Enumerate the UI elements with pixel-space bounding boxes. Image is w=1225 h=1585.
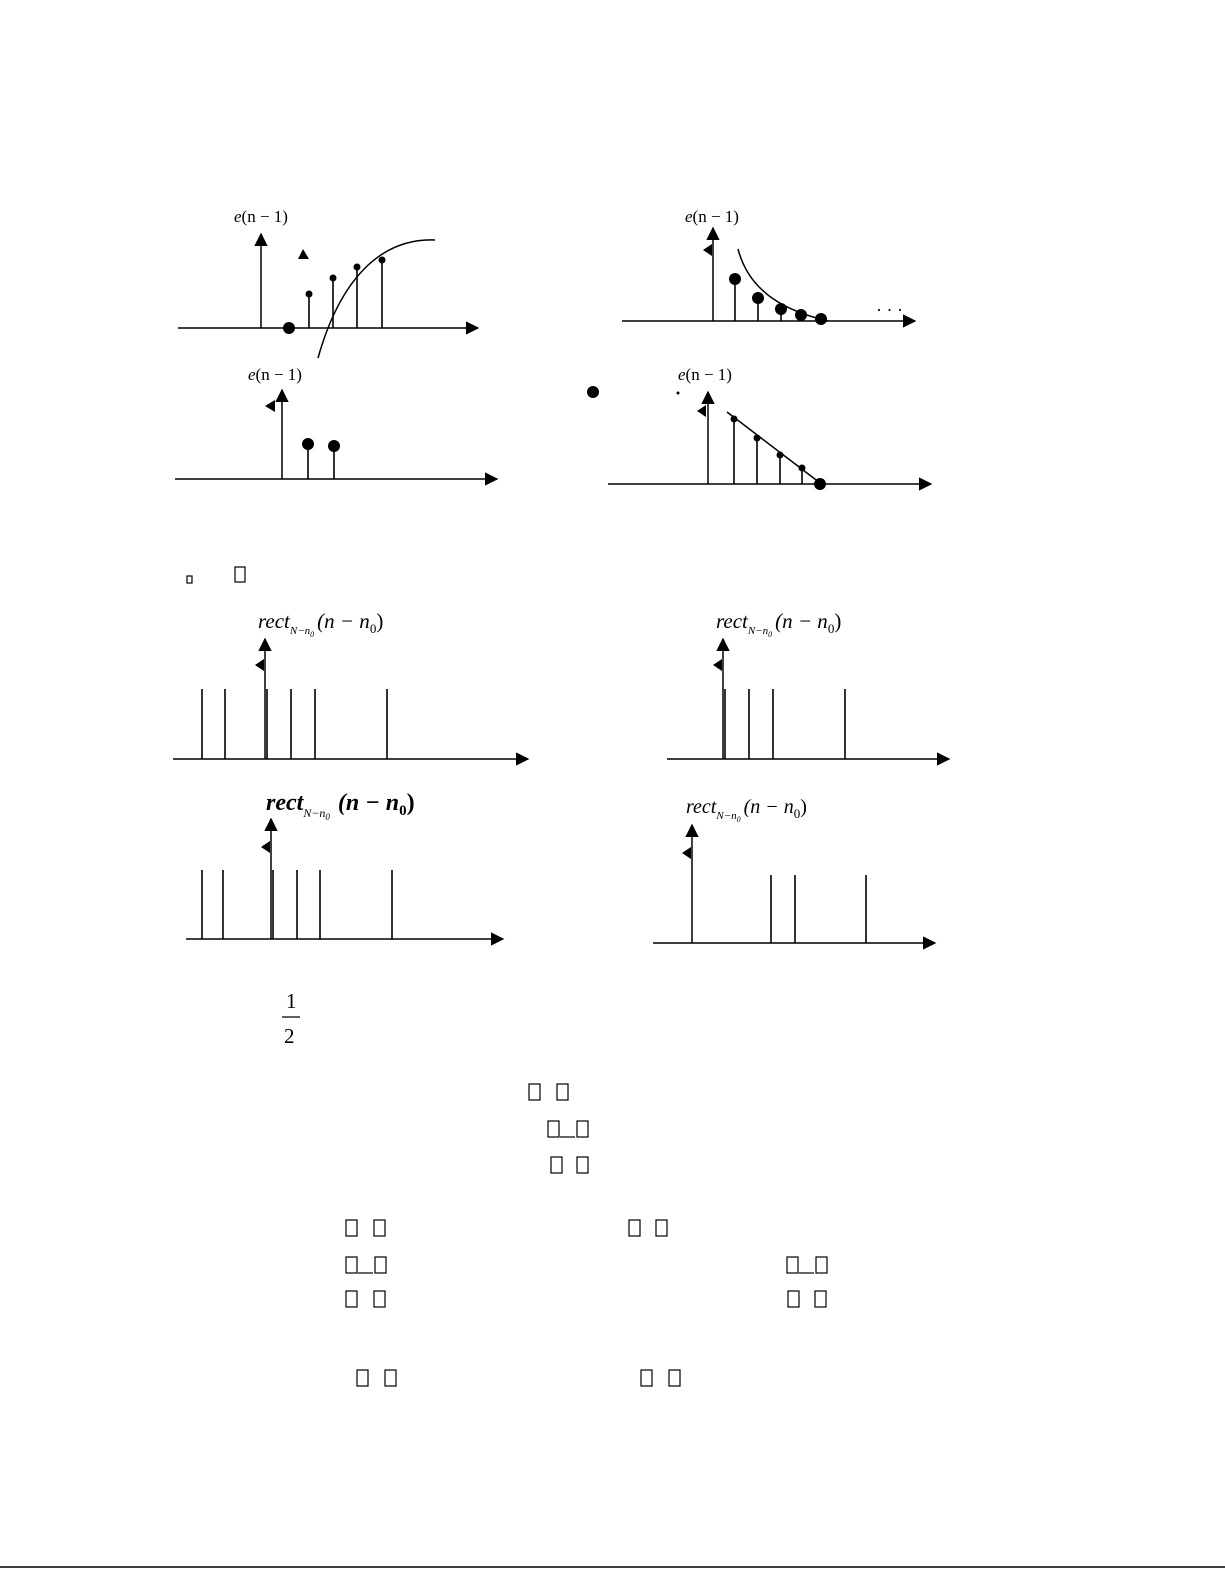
plot-e-a-envelope-curve [318,240,435,358]
glyph-box [551,1157,562,1173]
glyph-box [577,1157,588,1173]
plot-e-b-stem-dot [775,303,787,315]
plot-e-b-ellipsis: · · · [876,300,903,320]
glyph-box [357,1370,368,1386]
glyph-box [374,1220,385,1236]
plot-e-c-stem-dot [302,438,314,450]
plot-e-a [178,207,478,358]
glyph-box [187,576,192,583]
plot-e-c [175,365,497,479]
fraction-one-half [282,989,300,1048]
glyph-box [375,1257,386,1273]
plot-e-d-envelope-line [727,412,824,486]
glyph-box [656,1220,667,1236]
plot-rect-c-triangle-marker [261,841,270,853]
plot-rect-b-triangle-marker [713,659,722,671]
fraction-numerator: 1 [286,989,297,1013]
fraction-denominator: 2 [284,1024,295,1048]
plot-e-a-label: e(n − 1) [234,207,288,226]
plot-e-d-triangle-marker [697,405,706,417]
plot-e-a-stem-dot [306,291,313,298]
glyph-box [235,567,245,582]
plot-rect-b [667,609,949,759]
plot-rect-d-triangle-marker [682,847,691,859]
glyph-box [346,1291,357,1307]
plot-rect-c-label: rect$_{N-n}$0(n − $n_0$) [266,790,415,822]
glyph-box [385,1370,396,1386]
glyph-box [641,1370,652,1386]
stray-dot-small [677,392,680,395]
plot-e-c-triangle-marker [265,400,275,412]
glyph-box [577,1121,588,1137]
plot-e-a-triangle-marker [298,249,309,259]
glyph-box [346,1220,357,1236]
plot-rect-a [173,609,528,759]
plot-rect-a-label: rect$_{N-n}$0(n − $n_0$) [258,609,384,639]
glyph-box [629,1220,640,1236]
plot-rect-b-label: rect$_{N-n}$0(n − $n_0$) [716,609,842,639]
missing-glyph-boxes [346,1084,827,1386]
plot-e-a-stem-dot [354,264,361,271]
plot-e-a-stem-dot [330,275,337,282]
plot-e-d [608,365,931,490]
glyph-box [815,1291,826,1307]
glyph-box [787,1257,798,1273]
plot-e-c-label: e(n − 1) [248,365,302,384]
plot-rect-a-triangle-marker [255,659,264,671]
glyph-box [548,1121,559,1137]
glyph-box [816,1257,827,1273]
plot-e-b-triangle-marker [703,244,712,256]
plot-rect-d [653,796,935,943]
plot-e-b-stem-dot [729,273,741,285]
plot-e-a-stem-dot [379,257,386,264]
glyph-box [557,1084,568,1100]
plot-e-b-stem-dot [752,292,764,304]
glyph-box [374,1291,385,1307]
plot-e-b [622,207,915,325]
stray-dot [587,386,599,398]
glyph-box [669,1370,680,1386]
glyph-box [346,1257,357,1273]
plot-e-d-label: e(n − 1) [678,365,732,384]
plot-rect-d-label: rect$_{N-n}$0(n − $n_0$) [686,796,807,824]
glyph-box [788,1291,799,1307]
plot-rect-c [186,790,503,939]
plot-e-a-origin-dot [283,322,295,334]
glyph-box [529,1084,540,1100]
plot-e-b-label: e(n − 1) [685,207,739,226]
plot-e-c-stem-dot [328,440,340,452]
